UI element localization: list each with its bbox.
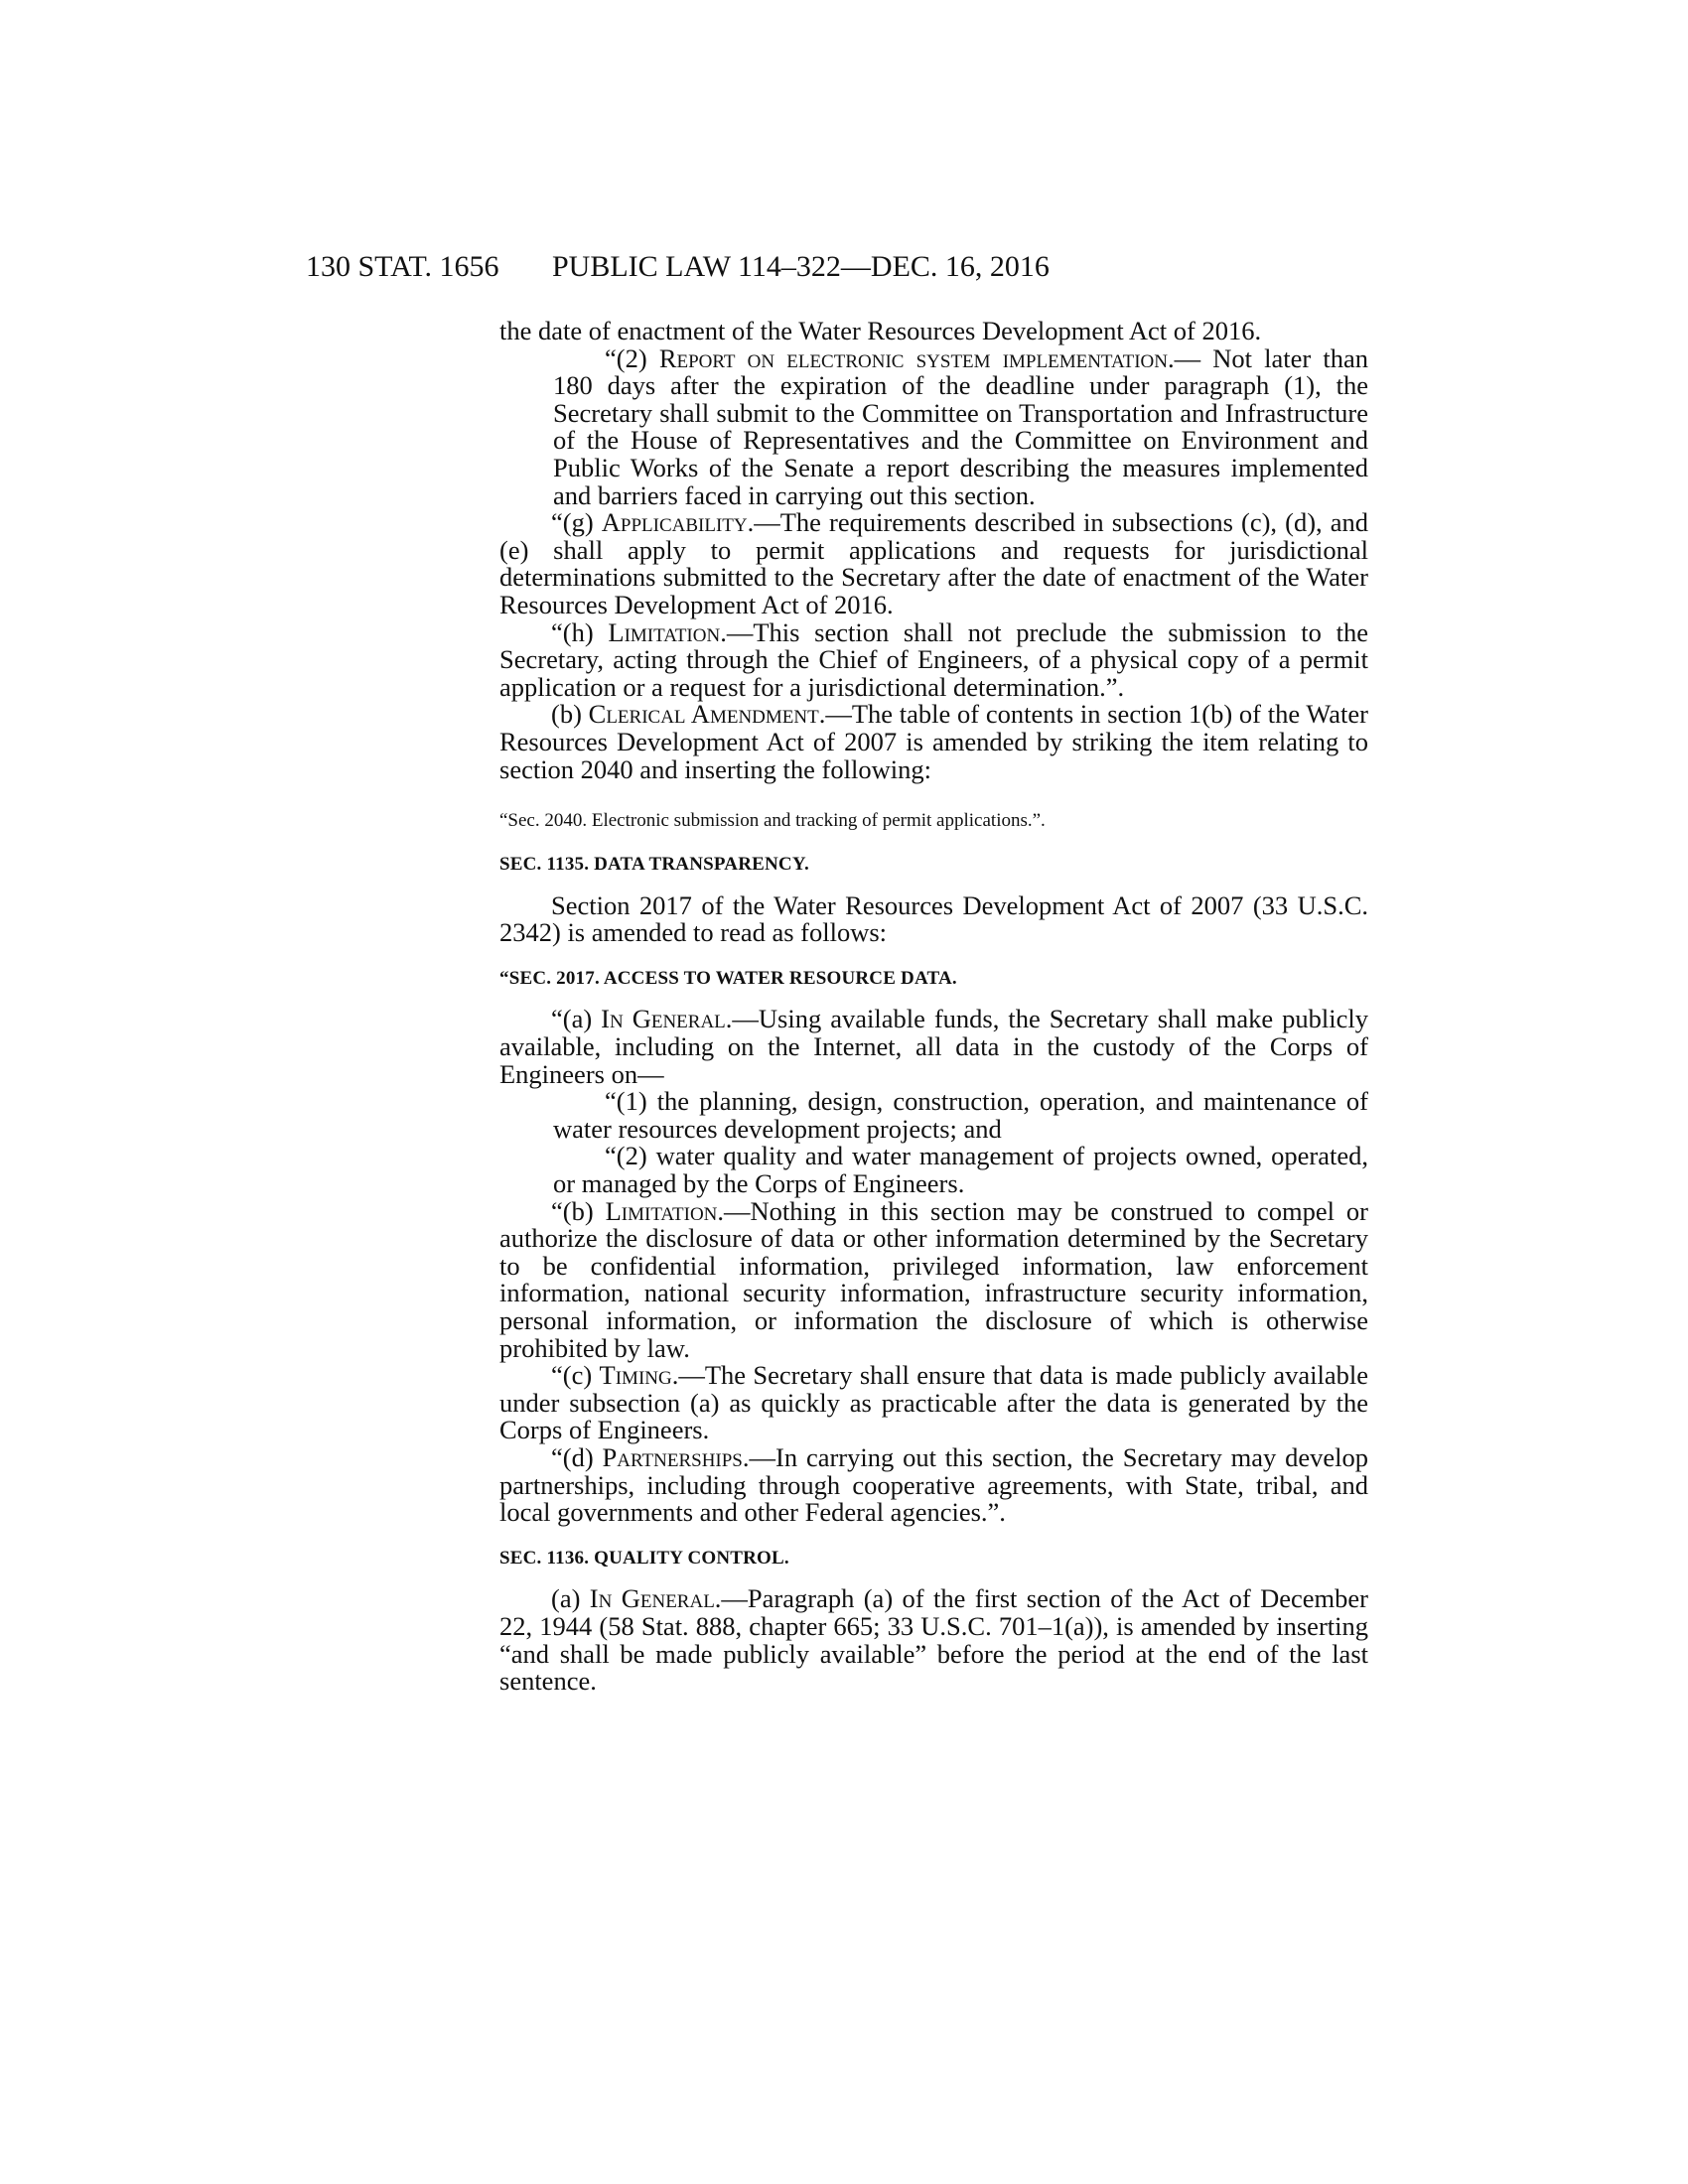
paragraph-text: — Not later than 180 days after the expiration of the deadline under paragraph (1), the Secretary shall submit to the Committee on Transportation and Infrastructure of the House of Representatives and the Committee on Environment and Public Works of the Senate a report describing the measures implemented and barriers faced in carrying out this section. — [553, 342, 1368, 510]
subsection-text: —The requirements described in subsections (c), (d), and (e) shall apply to permit applications and requests for jurisdictional determinations submitted to the Secretary after the date of enactment of the Water Resources Development Act of 2016. — [499, 507, 1368, 619]
subsection-heading: Limitation. — [605, 1195, 725, 1226]
paragraph-2-water-quality: “(2) water quality and water management of projects owned, operated, or managed by the Corps of Engineers. — [553, 1141, 1368, 1199]
paragraph-1-planning: “(1) the planning, design, construction, operation, and maintenance of water resources development projects; and — [553, 1086, 1368, 1144]
subsection-label: (a) — [551, 1583, 590, 1614]
subsection-heading: Clerical Amendment. — [588, 699, 826, 730]
subsection-label: “(b) — [551, 1195, 606, 1226]
statute-page-number: 130 STAT. 1656 — [306, 250, 499, 283]
public-law-title: PUBLIC LAW 114–322—DEC. 16, 2016 — [552, 250, 1050, 283]
subsection-heading: In General. — [601, 1004, 733, 1034]
subsection-heading: Partnerships. — [602, 1441, 750, 1472]
subsection-c-timing — [499, 1362, 1368, 1444]
subsection-label: “(h) — [551, 616, 609, 647]
subsection-heading: In General. — [589, 1583, 722, 1614]
section-heading-1135: SEC. 1135. DATA TRANSPARENCY. — [499, 854, 809, 876]
subsection-a-in-general — [499, 1006, 1368, 1088]
subsection-g-applicability — [499, 509, 1368, 618]
subsection-label: “(a) — [551, 1004, 602, 1034]
subsection-d-partnerships — [499, 1441, 1368, 1528]
subsection-heading: Timing. — [599, 1360, 679, 1391]
subsection-label: “(g) — [551, 507, 602, 538]
page-header — [306, 250, 1378, 290]
paragraph-label: “(2) — [605, 342, 659, 373]
subsection-text: —Paragraph (a) of the first section of the Act of December 22, 1944 (58 Stat. 888, chapter 665; 33 U.S.C. 701–1(a)), is amended by inserting “and shall be made publicly available” before the period at the end of the last sentence. — [499, 1583, 1368, 1697]
paragraph-heading: Report on electronic system implementation. — [658, 342, 1175, 373]
section-heading-2017: “SEC. 2017. ACCESS TO WATER RESOURCE DATA. — [499, 967, 957, 989]
document-body — [499, 318, 1368, 1696]
subsection-text: —The Secretary shall ensure that data is made publicly available under subsection (a) as quickly as practicable after the data is generated by the Corps of Engineers. — [499, 1360, 1368, 1445]
section-1135-text: Section 2017 of the Water Resources Development Act of 2007 (33 U.S.C. 2342) is amended to read as follows: — [499, 889, 1368, 948]
subsection-heading: Applicability. — [601, 507, 755, 538]
subsection-a-quality-control — [499, 1585, 1368, 1695]
subsection-text: —This section shall not preclude the submission to the Secretary, acting through the Chief of Engineers, of a physical copy of a permit application or a request for a jurisdictional determination.”. — [499, 616, 1368, 702]
subsection-b-clerical-amendment — [499, 701, 1368, 783]
subsection-h-limitation — [499, 616, 1368, 702]
subsection-text: —The table of contents in section 1(b) of the Water Resources Development Act of 2007 is amended by striking the item relating to section 2040 and inserting the following: — [499, 699, 1368, 784]
subsection-text: —Using available funds, the Secretary shall make publicly available, including on the Internet, all data in the custody of the Corps of Engineers on— — [499, 1004, 1368, 1089]
section-heading-1136: SEC. 1136. QUALITY CONTROL. — [499, 1547, 789, 1569]
table-of-contents-item: “Sec. 2040. Electronic submission and tracking of permit applications.”. — [499, 810, 1046, 832]
subsection-label: (b) — [551, 699, 589, 730]
subsection-text: —In carrying out this section, the Secretary may develop partnerships, including through cooperative agreements, with State, tribal, and local governments and other Federal agencies.”. — [499, 1441, 1368, 1528]
subsection-heading: Limitation. — [608, 616, 727, 647]
subsection-label: “(c) — [551, 1360, 600, 1391]
paragraph-report-electronic-system — [499, 342, 1368, 510]
paragraph-continuation: the date of enactment of the Water Resources Development Act of 2016. — [499, 316, 1262, 345]
subsection-b-limitation — [499, 1195, 1368, 1363]
subsection-label: “(d) — [551, 1441, 603, 1472]
subsection-text: —Nothing in this section may be construed to compel or authorize the disclosure of data or other information determined by the Secretary to be confidential information, privileged information, law enforcement information, national security information, infrastructure security information, personal information, or information the disclosure of which is otherwise prohibited by law. — [499, 1195, 1368, 1363]
